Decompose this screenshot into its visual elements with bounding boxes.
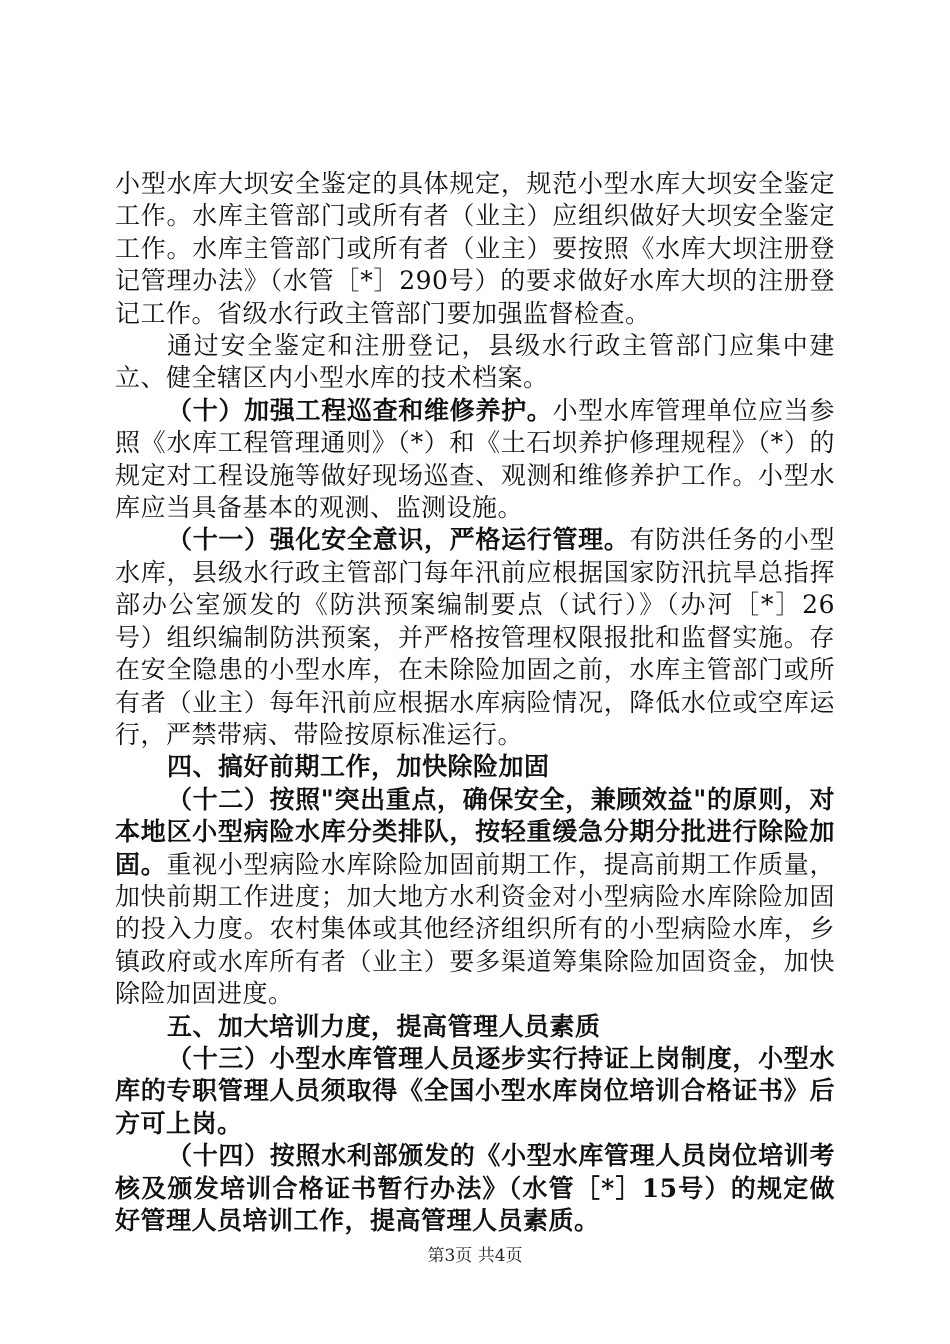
paragraph-1 (115, 168, 835, 330)
paragraph-6-lead: （十二）按照"突出重点，确保安全，兼顾效益"的原则，对本地区小型病险水库分类排队，按轻重缓急分期分批进行除险加固。 (115, 784, 835, 879)
paragraph-4 (115, 524, 835, 751)
section-heading-5 (115, 1011, 835, 1043)
page-number-label: 第3页 共4页 (427, 1246, 523, 1266)
paragraph-3 (115, 395, 835, 525)
paragraph-4-lead: （十一）强化安全意识，严格运行管理。 (167, 525, 630, 555)
paragraph-3-lead: （十）加强工程巡查和维修养护。 (167, 395, 553, 425)
paragraph-9 (115, 1140, 835, 1237)
paragraph-4-text: 有防洪任务的小型水库，县级水行政主管部门每年汛前应根据国家防汛抗旱总指挥部办公室颁发的《防洪预案编制要点（试行）》（办河［*］26号）组织编制防洪预案，并严格按管理权限报批和监督实施。存在安全隐患的小型水库，在未除险加固之前，水库主管部门或所有者（业主）每年汛前应根据水库病险情况，降低水位或空库运行，严禁带病、带险按原标准运行。 (115, 525, 835, 749)
document-body (115, 168, 835, 1237)
paragraph-1-text: 小型水库大坝安全鉴定的具体规定，规范小型水库大坝安全鉴定工作。水库主管部门或所有者（业主）应组织做好大坝安全鉴定工作。水库主管部门或所有者（业主）要按照《水库大坝注册登记管理办法》（水管［*］290号）的要求做好水库大坝的注册登记工作。省级水行政主管部门要加强监督检查。 (115, 169, 835, 328)
paragraph-2-text: 通过安全鉴定和注册登记，县级水行政主管部门应集中建立、健全辖区内小型水库的技术档案。 (115, 331, 835, 393)
section-heading-4-text: 四、搞好前期工作，加快除险加固 (167, 752, 550, 782)
paragraph-8-text: （十三）小型水库管理人员逐步实行持证上岗制度，小型水库的专职管理人员须取得《全国小型水库岗位培训合格证书》后方可上岗。 (115, 1043, 835, 1138)
page-footer (0, 1241, 950, 1266)
section-heading-5-text: 五、加大培训力度，提高管理人员素质 (167, 1011, 601, 1041)
paragraph-2 (115, 330, 835, 395)
paragraph-6 (115, 784, 835, 1011)
paragraph-6-text: 重视小型病险水库除险加固前期工作，提高前期工作质量，加快前期工作进度；加大地方水利资金对小型病险水库除险加固的投入力度。农村集体或其他经济组织所有的小型病险水库，乡镇政府或水库所有者（业主）要多渠道筹集除险加固资金，加快除险加固进度。 (115, 849, 835, 1009)
paragraph-3-text: 小型水库管理单位应当参照《水库工程管理通则》（*）和《土石坝养护修理规程》（*）的规定对工程设施等做好现场巡查、观测和维修养护工作。小型水库应当具备基本的观测、监测设施。 (115, 395, 835, 523)
section-heading-4 (115, 751, 835, 783)
paragraph-9-text: （十四）按照水利部颁发的《小型水库管理人员岗位培训考核及颁发培训合格证书暂行办法》（水管［*］15号）的规定做好管理人员培训工作，提高管理人员素质。 (115, 1141, 835, 1235)
paragraph-8 (115, 1043, 835, 1140)
